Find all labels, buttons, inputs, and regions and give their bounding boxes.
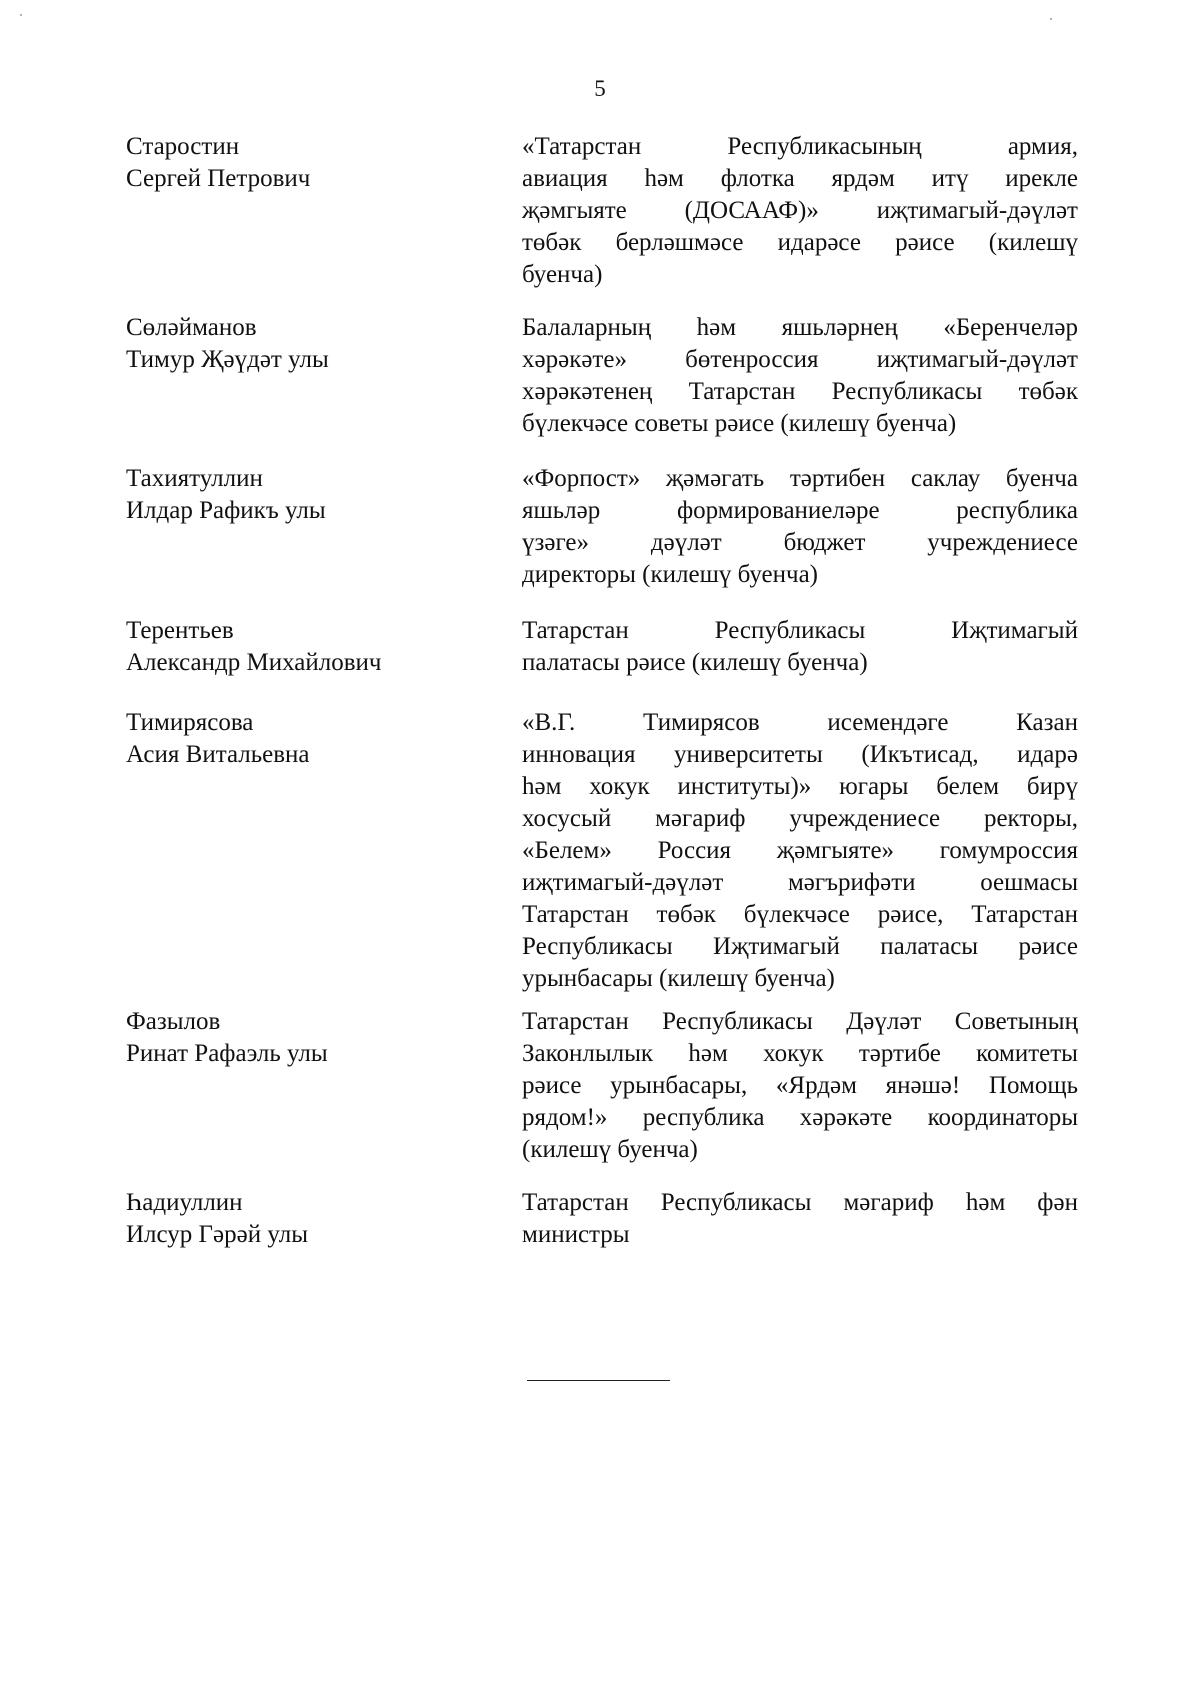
position-line: урынбасары (килешү буенча)	[522, 964, 835, 992]
position-line: Республикасы Иҗтимагый палатасы рәисе	[522, 932, 1078, 960]
end-rule	[527, 1380, 670, 1381]
position-line: рәисе урынбасары, «Ярдәм янәшә! Помощь	[522, 1072, 1078, 1100]
position-line: «Форпост» җәмәгать тәртибен саклау буенча	[522, 465, 1078, 493]
position-line: төбәк берләшмәсе идарәсе рәисе (килешү	[522, 229, 1078, 256]
member-given-name: Асия Витальевна	[126, 740, 310, 768]
member-name	[126, 463, 506, 581]
member-position	[522, 1187, 1078, 1251]
position-line: һәм хокук институты)» югары белем бирү	[522, 772, 1078, 800]
position-line: директоры (килешү буенча)	[522, 561, 818, 589]
member-position	[522, 1006, 1078, 1166]
position-line: (килешү буенча)	[522, 1136, 698, 1164]
position-line: рядом!» республика хәрәкәте координаторы	[522, 1104, 1078, 1132]
member-surname: Тимирясова	[126, 708, 254, 736]
member-name	[126, 615, 506, 674]
scan-speck	[1050, 18, 1052, 20]
position-line: Татарстан төбәк бүлекчәсе рәисе, Татарстан	[522, 900, 1078, 928]
position-line: Балаларның һәм яшьләрнең «Беренчеләр	[522, 314, 1078, 341]
member-surname: Старостин	[126, 133, 240, 160]
member-surname: Сөләйманов	[126, 314, 257, 341]
member-name	[126, 1006, 506, 1154]
member-entry	[0, 615, 1200, 674]
position-line: хәрәкәтенең Татарстан Республикасы төбәк	[522, 378, 1078, 405]
scan-speck	[20, 14, 22, 16]
member-entry	[0, 1187, 1200, 1249]
position-line: җәмгыяте (ДОСААФ)» иҗтимагый-дәүләт	[522, 197, 1078, 224]
position-line: хосусый мәгариф учреждениесе ректоры,	[522, 804, 1078, 832]
member-given-name: Илдар Рафикъ улы	[126, 497, 326, 525]
position-line: буенча)	[522, 261, 603, 288]
member-given-name: Ринат Рафаэль улы	[126, 1040, 328, 1068]
position-line: инновация университеты (Икътисад, идарә	[522, 740, 1078, 768]
member-surname: Тахиятуллин	[126, 465, 263, 493]
member-position	[522, 615, 1078, 679]
position-line: бүлекчәсе советы рәисе (килешү буенча)	[522, 410, 957, 437]
position-line: яшьләр формированиеләре республика	[522, 497, 1078, 525]
member-entry	[0, 707, 1200, 992]
position-line: Татарстан Республикасы Иҗтимагый	[522, 616, 1078, 644]
member-position	[522, 131, 1078, 291]
member-entry	[0, 312, 1200, 437]
member-given-name: Сергей Петрович	[126, 165, 311, 192]
member-given-name: Илсур Гәрәй улы	[126, 1221, 308, 1249]
member-position	[522, 312, 1078, 440]
position-line: Законлылык һәм хокук тәртибе комитеты	[522, 1040, 1078, 1068]
member-surname: Һадиуллин	[126, 1189, 243, 1217]
member-name	[126, 312, 506, 430]
member-surname: Фазылов	[126, 1008, 221, 1036]
member-list	[0, 131, 1200, 1280]
position-line: үзәге» дәүләт бюджет учреждениесе	[522, 529, 1078, 557]
member-given-name: Александр Михайлович	[126, 648, 382, 676]
position-line: «В.Г. Тимирясов исемендәге Казан	[522, 708, 1078, 736]
member-position	[522, 463, 1078, 591]
position-line: Татарстан Республикасы Дәүләт Советының	[522, 1008, 1078, 1036]
position-line: хәрәкәте» бөтенроссия иҗтимагый-дәүләт	[522, 346, 1078, 373]
position-line: Татарстан Республикасы мәгариф һәм фән	[522, 1189, 1078, 1217]
page-number: 5	[594, 76, 606, 101]
member-name	[126, 707, 506, 973]
position-line: «Татарстан Республикасының армия,	[522, 133, 1078, 160]
member-entry	[0, 131, 1200, 288]
position-line: «Белем» Россия җәмгыяте» гомумроссия	[522, 836, 1078, 864]
position-line: палатасы рәисе (килешү буенча)	[522, 648, 868, 676]
member-given-name: Тимур Җәүдәт улы	[126, 346, 329, 373]
position-line: министры	[522, 1221, 630, 1249]
member-entry	[0, 1006, 1200, 1164]
member-entry	[0, 463, 1200, 589]
member-name	[126, 1187, 506, 1249]
member-position	[522, 707, 1078, 995]
member-name	[126, 131, 506, 279]
position-line: авиация һәм флотка ярдәм итү ирекле	[522, 165, 1078, 192]
member-surname: Терентьев	[126, 616, 234, 644]
position-line: иҗтимагый-дәүләт мәгърифәти оешмасы	[522, 868, 1078, 896]
